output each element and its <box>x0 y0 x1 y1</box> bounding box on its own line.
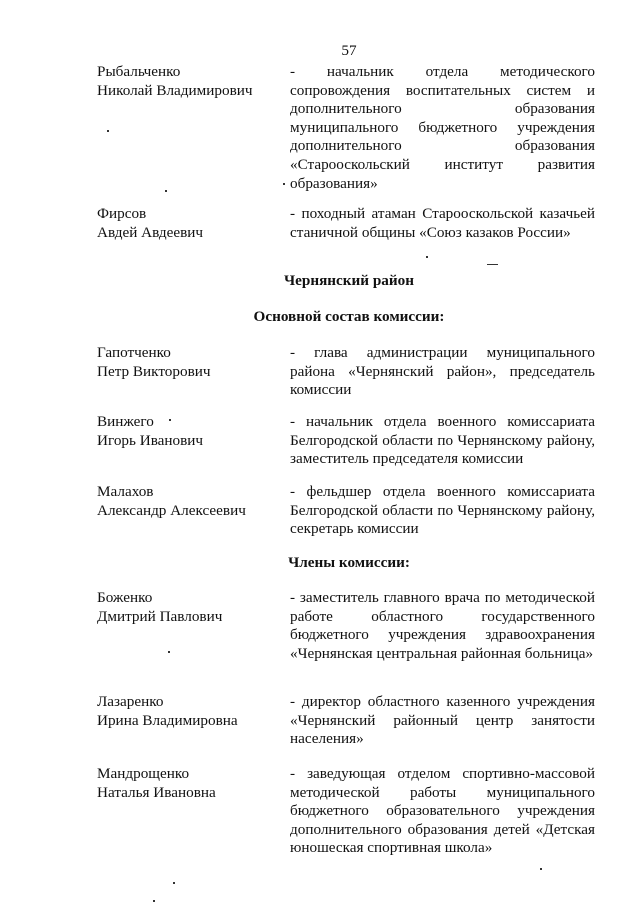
person-given-name: Ирина Владимировна <box>97 711 238 729</box>
scan-speck <box>107 130 109 132</box>
person-surname: Малахов <box>97 483 154 500</box>
members-heading: Члены комиссии: <box>288 554 410 571</box>
person-surname: Винжего <box>97 413 154 430</box>
person-given-name: Александр Алексеевич <box>97 501 246 519</box>
person-name <box>97 413 277 450</box>
scan-speck <box>153 900 155 902</box>
person-given-name: Николай Владимирович <box>97 81 253 99</box>
scan-speck <box>283 183 285 185</box>
page-number: 57 <box>341 42 357 59</box>
scan-speck <box>540 868 542 870</box>
person-name <box>97 483 277 520</box>
person-name <box>97 63 277 100</box>
person-role: - заместитель главного врача по методической работе областного государственного бюджетного учреждения здравоохранения «Чернянская центральная районная больница» <box>290 589 595 662</box>
person-name <box>97 693 277 730</box>
scan-speck <box>168 651 170 653</box>
person-surname: Гапотченко <box>97 344 171 361</box>
person-role: - походный атаман Старооскольской казачьей станичной общины «Союз казаков России» <box>290 205 595 241</box>
person-given-name: Дмитрий Павлович <box>97 607 223 625</box>
person-name <box>97 589 277 626</box>
scan-speck <box>426 256 428 258</box>
person-role: - начальник отдела методического сопровождения воспитательных систем и дополнительного образования муниципального бюджетного учреждения дополнительного образования «Старооскольский институт развития образования» <box>290 63 595 192</box>
person-surname: Мандрощенко <box>97 765 190 782</box>
person-name <box>97 205 277 242</box>
main-composition-heading: Основной состав комиссии: <box>253 308 445 325</box>
scan-speck <box>165 190 167 192</box>
person-role: - директор областного казенного учреждения «Чернянский районный центр занятости населения» <box>290 693 595 748</box>
person-role: - заведующая отделом спортивно-массовой методической работы муниципального бюджетного образовательного учреждения дополнительного образования детей «Детская юношеская спортивная школа» <box>290 765 595 857</box>
person-role: - глава администрации муниципального района «Чернянский район», председатель комиссии <box>290 344 595 399</box>
person-role: - фельдшер отдела военного комиссариата Белгородской области по Чернянскому району, секретарь комиссии <box>290 483 595 538</box>
person-given-name: Игорь Иванович <box>97 431 204 449</box>
person-surname: Фирсов <box>97 205 147 222</box>
person-given-name: Наталья Ивановна <box>97 783 216 801</box>
person-given-name: Авдей Авдеевич <box>97 223 204 241</box>
scan-speck <box>169 419 171 421</box>
person-surname: Боженко <box>97 589 153 606</box>
person-given-name: Петр Викторович <box>97 362 211 380</box>
district-title: Чернянский район <box>284 272 414 289</box>
scan-dash <box>487 264 498 265</box>
person-name <box>97 344 277 381</box>
scan-speck <box>173 882 175 884</box>
person-role: - начальник отдела военного комиссариата Белгородской области по Чернянскому району, заместитель председателя комиссии <box>290 413 595 468</box>
person-surname: Лазаренко <box>97 693 164 710</box>
person-surname: Рыбальченко <box>97 63 181 80</box>
person-name <box>97 765 277 802</box>
